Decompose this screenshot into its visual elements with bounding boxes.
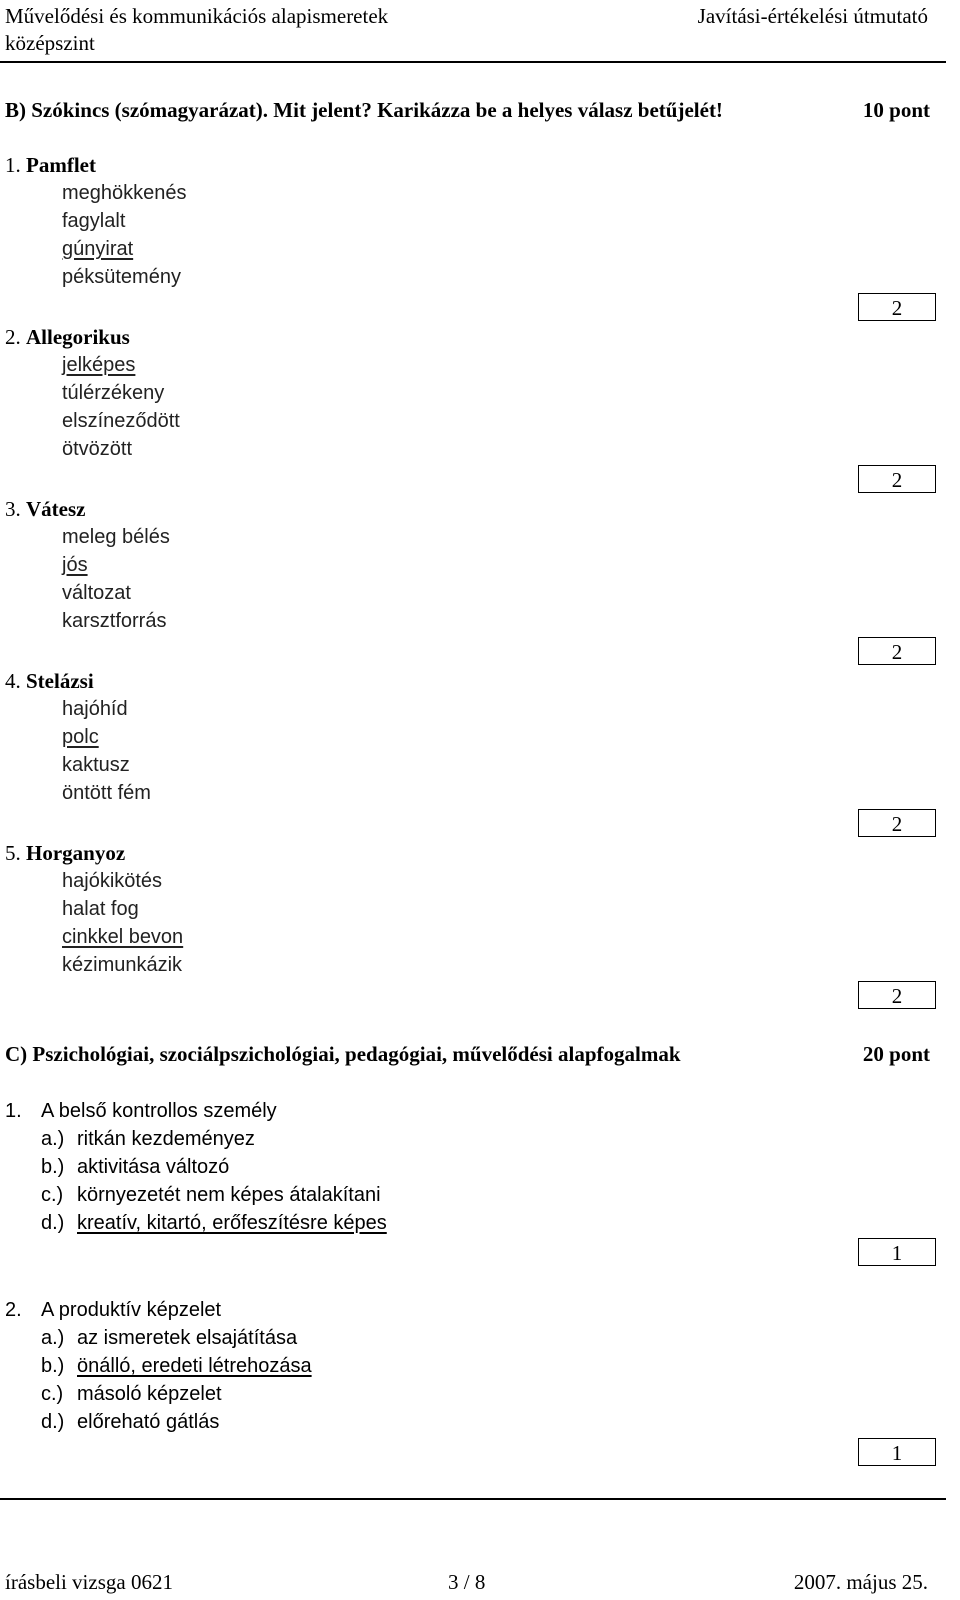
option-letter: b.) <box>41 1156 65 1178</box>
answer-option <box>41 1181 381 1209</box>
score-box: 2 <box>858 637 936 665</box>
answer-option: öntött fém <box>62 782 151 804</box>
answer-option <box>41 1153 229 1181</box>
score-box: 2 <box>858 293 936 321</box>
option-letter: d.) <box>41 1212 65 1234</box>
answer-option: karsztforrás <box>62 610 167 632</box>
score-box: 2 <box>858 465 936 493</box>
option-text: előreható gátlás <box>77 1411 220 1433</box>
answer-option-correct: jelképes <box>62 354 136 376</box>
question-5-heading <box>5 840 125 866</box>
section-c-points: 20 pont <box>862 1042 930 1066</box>
answer-option <box>41 1380 222 1408</box>
score-box: 1 <box>858 1438 936 1466</box>
answer-option: halat fog <box>62 898 139 920</box>
question-2-heading <box>5 324 130 350</box>
answer-option <box>41 1352 312 1380</box>
option-letter: b.) <box>41 1355 65 1377</box>
concept-question-1 <box>5 1097 277 1125</box>
question-term: Vátesz <box>26 497 86 521</box>
option-text-correct: kreatív, kitartó, erőfeszítésre képes <box>77 1212 387 1234</box>
option-text: másoló képzelet <box>77 1383 222 1405</box>
answer-option <box>41 1125 255 1153</box>
question-number: 2. <box>5 1299 22 1321</box>
section-b-points: 10 pont <box>862 98 930 122</box>
answer-option: meghökkenés <box>62 182 187 204</box>
answer-option-correct: cinkkel bevon <box>62 926 184 948</box>
footer-exam-code: írásbeli vizsga 0621 <box>5 1570 173 1594</box>
answer-option <box>41 1324 297 1352</box>
section-c-title: C) Pszichológiai, szociálpszichológiai, pedagógiai, művelődési alapfogalmak <box>5 1042 681 1066</box>
option-letter: c.) <box>41 1383 64 1405</box>
option-letter: d.) <box>41 1411 65 1433</box>
answer-option: hajóhíd <box>62 698 128 720</box>
option-text-correct: önálló, eredeti létrehozása <box>77 1355 312 1377</box>
answer-option-correct: polc <box>62 726 99 748</box>
header-rule <box>0 61 946 63</box>
option-text: ritkán kezdeményez <box>77 1128 255 1150</box>
answer-option: ötvözött <box>62 438 133 460</box>
score-box: 1 <box>858 1238 936 1266</box>
answer-option-correct: gúnyirat <box>62 238 134 260</box>
answer-option: kézimunkázik <box>62 954 183 976</box>
answer-option: elszíneződött <box>62 410 180 432</box>
header-guide: Javítási-értékelési útmutató <box>697 4 928 28</box>
section-b-title: B) Szókincs (szómagyarázat). Mit jelent? Karikázza be a helyes válasz betűjelét! <box>5 98 723 122</box>
score-box: 2 <box>858 981 936 1009</box>
answer-option: túlérzékeny <box>62 382 165 404</box>
footer-rule <box>0 1498 946 1500</box>
answer-option: fagylalt <box>62 210 126 232</box>
answer-option: hajókikötés <box>62 870 163 892</box>
question-text: A belső kontrollos személy <box>41 1100 277 1122</box>
answer-option: változat <box>62 582 131 604</box>
option-letter: a.) <box>41 1128 65 1150</box>
answer-option <box>41 1408 219 1436</box>
footer-date: 2007. május 25. <box>793 1570 928 1594</box>
option-text: aktivitása változó <box>77 1156 230 1178</box>
question-3-heading <box>5 496 85 522</box>
question-4-heading <box>5 668 94 694</box>
question-number: 1. <box>5 1100 22 1122</box>
question-term: Allegorikus <box>26 325 130 349</box>
question-number: 2. <box>5 325 21 349</box>
header-subject: Művelődési és kommunikációs alapismeretek <box>5 4 389 28</box>
question-term: Horganyoz <box>26 841 126 865</box>
question-1-heading <box>5 152 96 178</box>
answer-option: péksütemény <box>62 266 181 288</box>
answer-option-correct: jós <box>62 554 88 576</box>
footer-page-number: 3 / 8 <box>448 1570 486 1594</box>
answer-option: meleg bélés <box>62 526 170 548</box>
option-text: az ismeretek elsajátítása <box>77 1327 298 1349</box>
question-number: 3. <box>5 497 21 521</box>
question-term: Pamflet <box>26 153 96 177</box>
option-letter: c.) <box>41 1184 64 1206</box>
option-letter: a.) <box>41 1327 65 1349</box>
answer-option <box>41 1209 387 1237</box>
question-term: Stelázsi <box>26 669 94 693</box>
option-text: környezetét nem képes átalakítani <box>77 1184 381 1206</box>
score-box: 2 <box>858 809 936 837</box>
question-number: 4. <box>5 669 21 693</box>
concept-question-2 <box>5 1296 221 1324</box>
question-text: A produktív képzelet <box>41 1299 222 1321</box>
answer-option: kaktusz <box>62 754 130 776</box>
question-number: 5. <box>5 841 21 865</box>
question-number: 1. <box>5 153 21 177</box>
header-level: középszint <box>5 31 95 55</box>
